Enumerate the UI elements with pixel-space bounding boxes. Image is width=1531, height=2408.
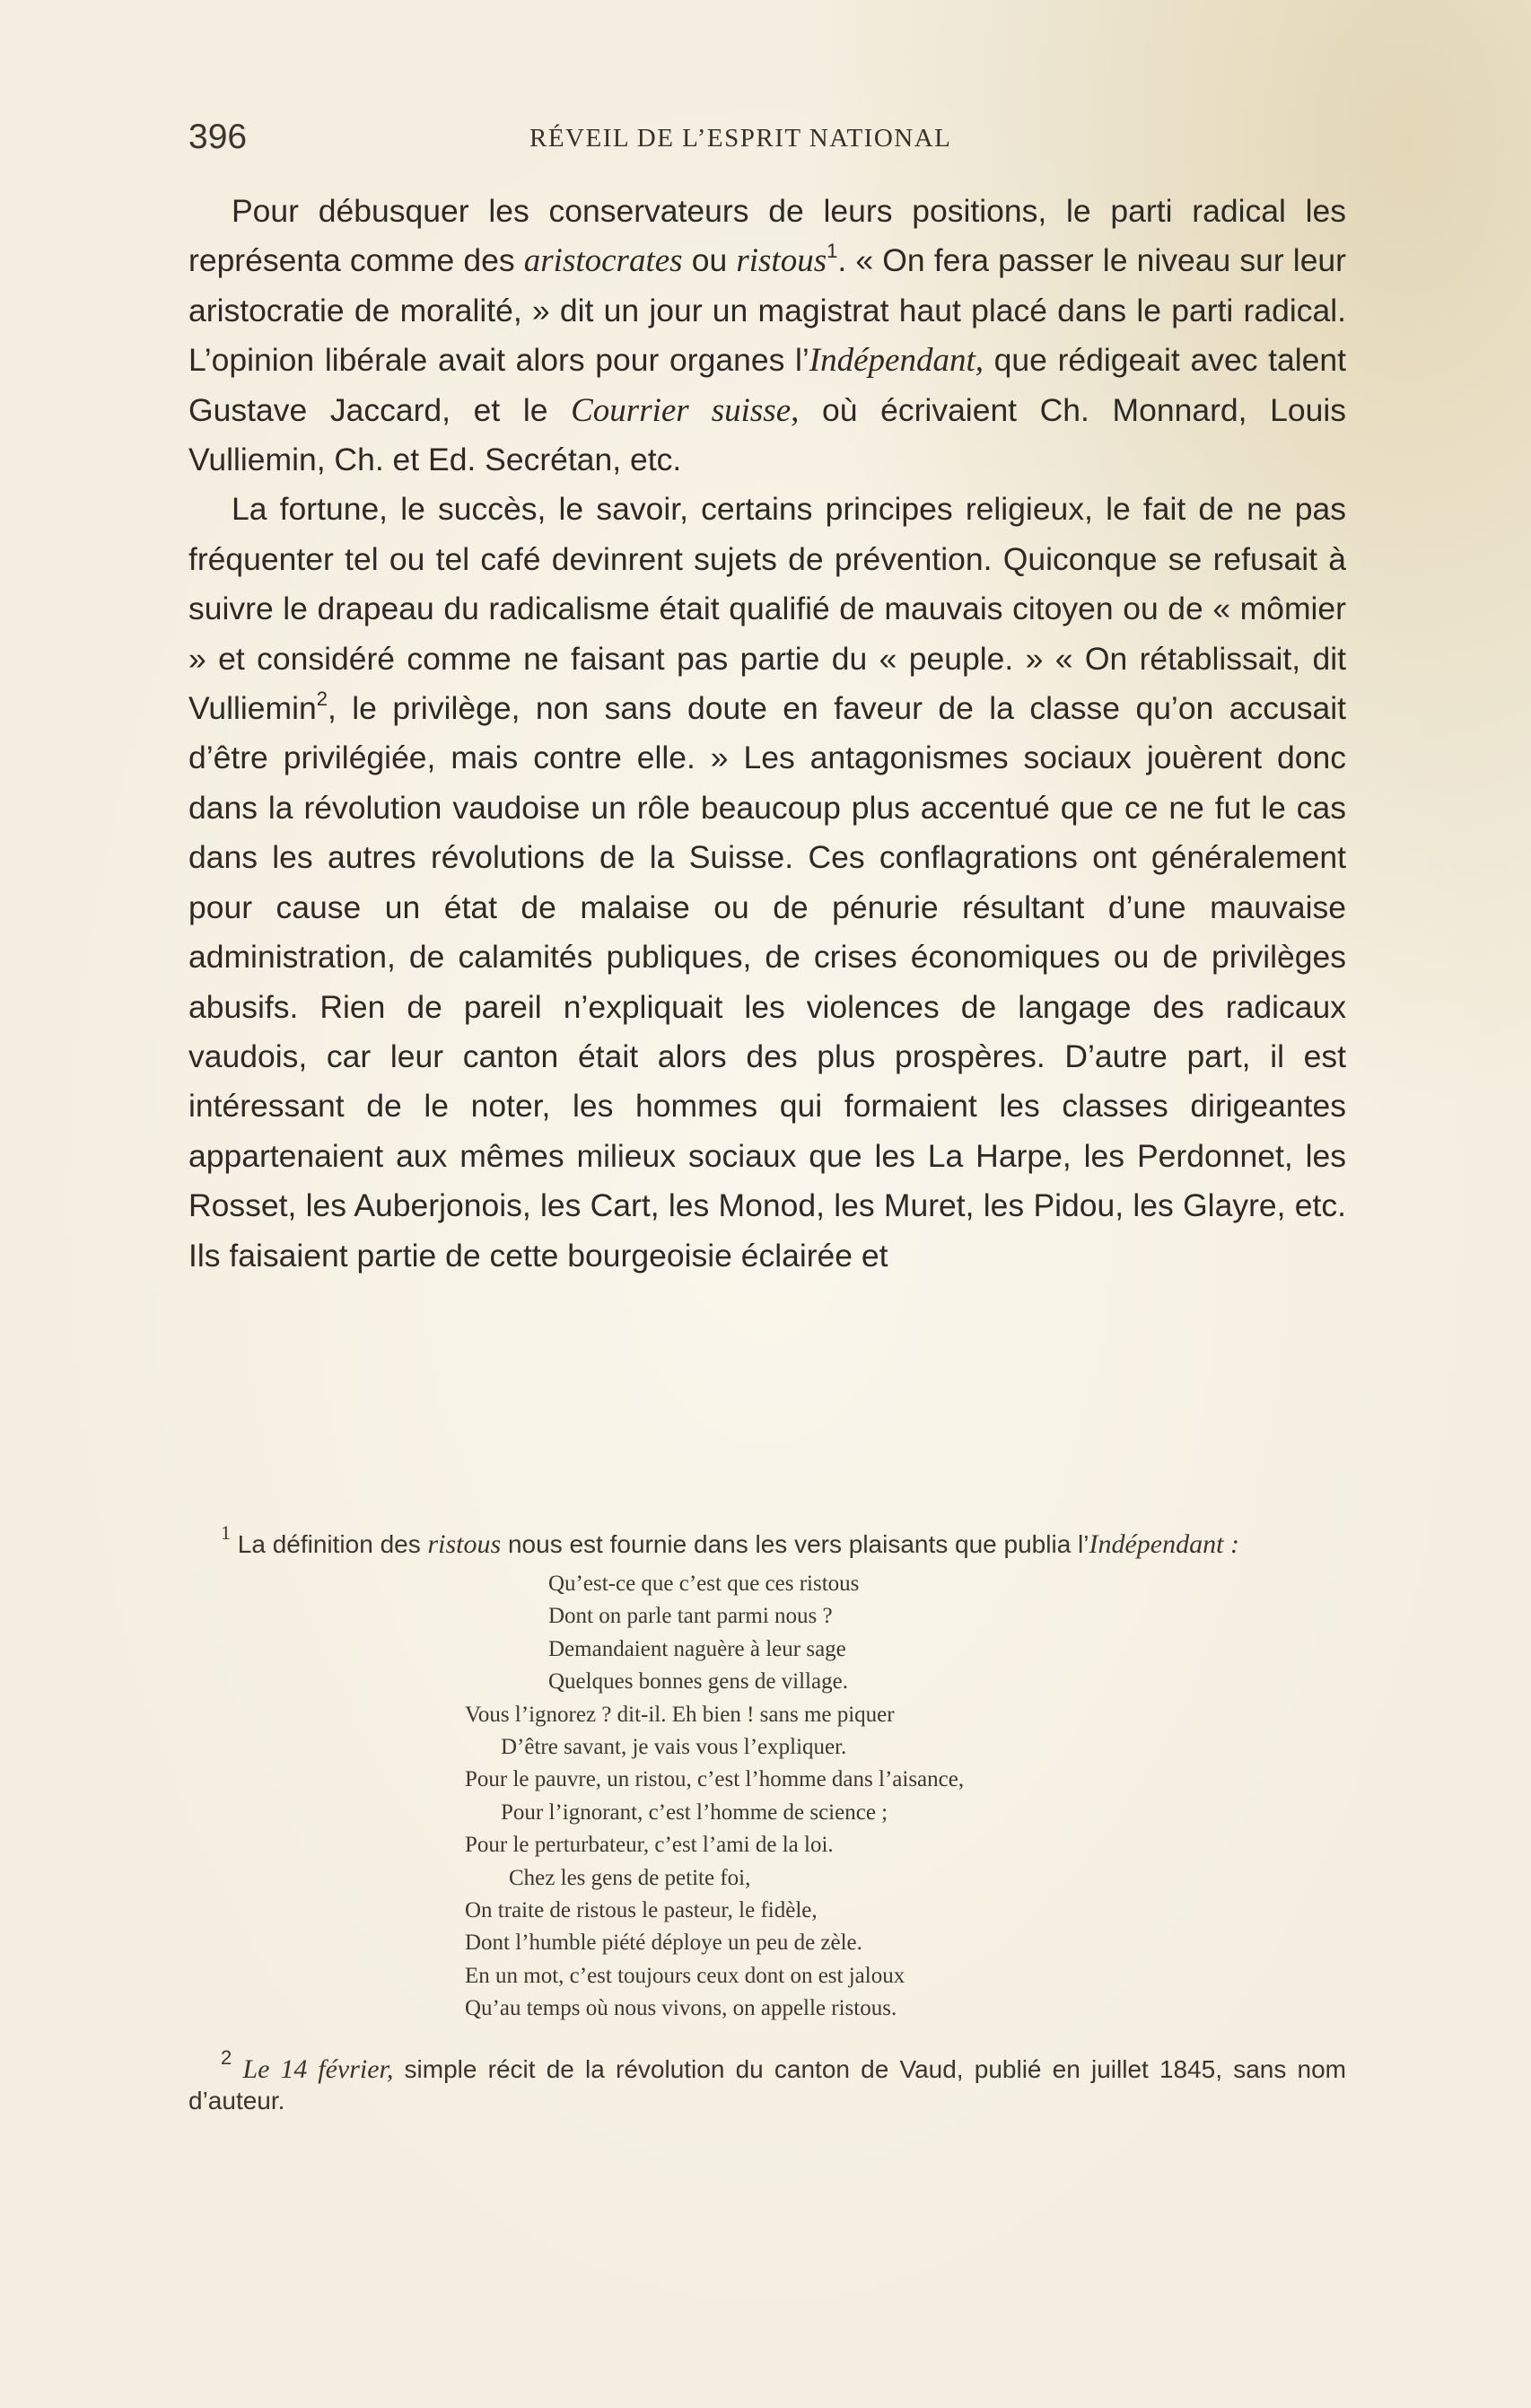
poem-line: Pour le perturbateur, c’est l’ami de la loi. [465,1833,834,1858]
main-text [188,187,1346,1281]
footnote-1-marker: 1 [221,1521,231,1544]
page-header [188,115,1346,160]
footnote-2 [188,2045,1347,2116]
running-title: RÉVEIL DE L’ESPRIT NATIONAL [529,124,952,153]
footnote-2-text: simple récit de la révolution du canton de Vaud, publié en juillet 1845, sans nom d’auteur. [188,2054,1347,2115]
paragraph-2-text-b: , le privilège, non sans doute en faveur de la classe qu’on accusait d’être privilégiée, mais contre elle. » Les antagonismes sociaux jouèrent donc dans la révolution vaudoise un rôle beaucoup plus accentué que ce ne fut le cas dans les autres révolutions de la Suisse. Ces conflagrations ont généralement pour cause un état de malaise ou de pénurie résultant d’une mauvaise administration, de calamités publiques, de crises économiques ou de privilèges abusifs. Rien de pareil n’expliquait les violences de langage des radicaux vaudois, car leur canton était alors des plus prospères. D’autre part, il est intéressant de le noter, les hommes qui formaient les classes dirigeantes appartenaient aux mêmes milieux sociaux que les La Harpe, les Perdonnet, les Rosset, les Auberjonois, les Cart, les Monod, les Muret, les Pidou, les Glayre, etc. Ils faisaient partie de cette bourgeoisie éclairée et [188,690,1346,1274]
paragraph-1-text-d: que rédigeait avec talent Gustave Jaccard, et le [188,342,1346,428]
poem [188,1568,1346,2026]
poem-line: On traite de ristous le pasteur, le fidèle, [465,1898,818,1923]
page-number: 396 [188,118,248,156]
paragraph-1-text-b: ou [682,242,737,279]
poem-line: Chez les gens de petite foi, [509,1865,751,1890]
paragraph-2 [188,485,1346,1281]
term-ristous: ristous [736,242,827,280]
paragraph-1-text-c: . « On fera passer le niveau sur leur aristocratie de moralité, » dit un jour un magistrat haut placé dans le parti radical. L’opinion libérale avait alors pour organes l’ [188,242,1346,379]
poem-line: Pour l’ignorant, c’est l’homme de science ; [501,1799,888,1825]
poem-line: Pour le pauvre, un ristou, c’est l’homme dans l’aisance, [465,1767,965,1792]
poem-line: En un mot, c’est toujours ceux dont on est jaloux [465,1963,905,1988]
paragraph-1-text-a: Pour débusquer les conservateurs de leurs positions, le parti radical les représenta comme des [188,193,1346,279]
term-aristocrates: aristocrates [523,242,683,280]
poem-line: Qu’est-ce que c’est que ces ristous [548,1572,860,1596]
poem-line: Dont l’humble piété déploye un peu de zèle. [465,1931,862,1956]
footnote-1-text-a: La définition des [231,1530,428,1558]
journal-independant: Indépendant, [809,342,984,380]
footnote-2-title: Le 14 février, [242,2053,394,2084]
footnote-2-marker: 2 [221,2045,232,2069]
poem-line: Demandaient naguère à leur sage [548,1636,846,1661]
poem-line: D’être savant, je vais vous l’expliquer. [501,1735,847,1760]
footnote-1 [188,1521,1346,1561]
poem-line: Dont on parle tant parmi nous ? [548,1604,833,1629]
journal-courrier-suisse: Courrier suisse, [571,391,800,429]
footnotes [188,1521,1347,2116]
poem-line: Qu’au temps où nous vivons, on appelle ristous. [465,1996,897,2021]
footnote-ref-2[interactable]: 2 [316,687,328,711]
footnote-1-journal: Indépendant : [1089,1529,1239,1559]
footnote-1-term-ristous: ristous [427,1529,502,1559]
poem-line: Vous l’ignorez ? dit-il. Eh bien ! sans me piquer [465,1702,895,1727]
footnote-ref-1[interactable]: 1 [827,240,838,263]
paragraph-1-text-e: où écrivaient Ch. Monnard, Louis Vulliemin, Ch. et Ed. Secrétan, etc. [188,391,1347,478]
footnote-1-text-b: nous est fournie dans les vers plaisants que publia l’ [501,1530,1089,1558]
paragraph-1 [188,187,1346,485]
poem-line: Quelques bonnes gens de village. [548,1669,848,1694]
paragraph-2-text-a: La fortune, le succès, le savoir, certains principes religieux, le fait de ne pas fréquenter tel ou tel café devinrent sujets de prévention. Quiconque se refusait à suivre le drapeau du radicalisme était qualifié de mauvais citoyen ou de « mômier » et considéré comme ne faisant pas partie du « peuple. » « On rétablissait, dit Vulliemin [188,491,1346,727]
